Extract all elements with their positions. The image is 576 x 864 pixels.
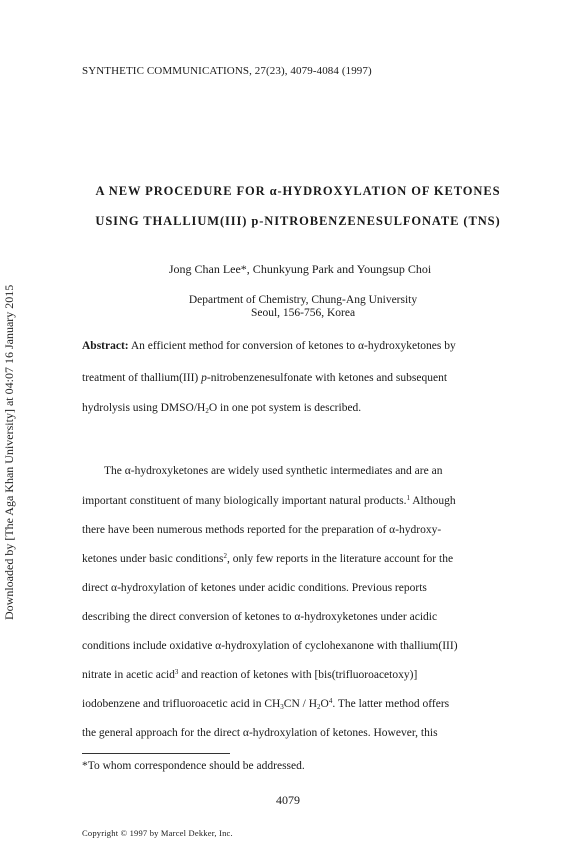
body-line-7: conditions include oxidative α-hydroxylation of cyclohexanone with thallium(III) (82, 640, 458, 652)
abstract-line-2: treatment of thallium(III) p-nitrobenzenesulfonate with ketones and subsequent (82, 372, 448, 384)
body-line-4: ketones under basic conditions$^2$, only few reports in the literature account for the (82, 552, 454, 565)
body-line-5: direct α-hydroxylation of ketones under acidic conditions. Previous reports (82, 582, 427, 594)
download-note: Downloaded by [The Aga Khan University] at 04:07 16 January 2015 (2, 284, 16, 620)
body-line-8: nitrate in acetic acid$^3$ and reaction of ketones with [bis(trifluoroacetoxy)] (82, 668, 418, 681)
body-line-3: there have been numerous methods reported for the preparation of α-hydroxy- (82, 524, 442, 536)
copyright-line: Copyright © 1997 by Marcel Dekker, Inc. (82, 828, 233, 838)
body-line-6: describing the direct conversion of ketones to α-hydroxyketones under acidic (82, 611, 438, 623)
body-line-1: The α-hydroxyketones are widely used synthetic intermediates and are an (104, 465, 443, 477)
paper-title-line-1: A NEW PROCEDURE FOR α-HYDROXYLATION OF KETONES (95, 184, 501, 198)
abstract-line-3: hydrolysis using DMSO/$H_2O$ in one pot system is described. (82, 402, 362, 415)
footnote-divider (82, 753, 230, 754)
correspondence-footnote: *To whom correspondence should be addressed. (82, 760, 305, 772)
journal-header: SYNTHETIC COMMUNICATIONS, 27(23), 4079-4084 (1997) (82, 65, 372, 77)
author-list: Jong Chan Lee*, Chunkyung Park and Youngsup Choi (168, 262, 432, 276)
abstract-line-1: Abstract: An efficient method for conversion of ketones to α-hydroxyketones by (82, 340, 456, 352)
paper-title-line-2: USING THALLIUM(III) p-NITROBENZENESULFONATE (TNS) (95, 214, 501, 228)
affiliation-line-1: Department of Chemistry, Chung-Ang University (188, 294, 418, 306)
page-number: 4079 (276, 793, 300, 807)
body-line-9: iodobenzene and trifluoroacetic acid in $CH_3CN / H_2O^4$. The latter method offers (82, 697, 450, 711)
affiliation-line-2: Seoul, 156-756, Korea (250, 307, 356, 319)
body-line-10: the general approach for the direct α-hydroxylation of ketones. However, this (82, 727, 438, 739)
body-line-2: important constituent of many biologically important natural products.$^1$ Although (82, 494, 456, 507)
abstract-label: Abstract: (82, 340, 129, 352)
